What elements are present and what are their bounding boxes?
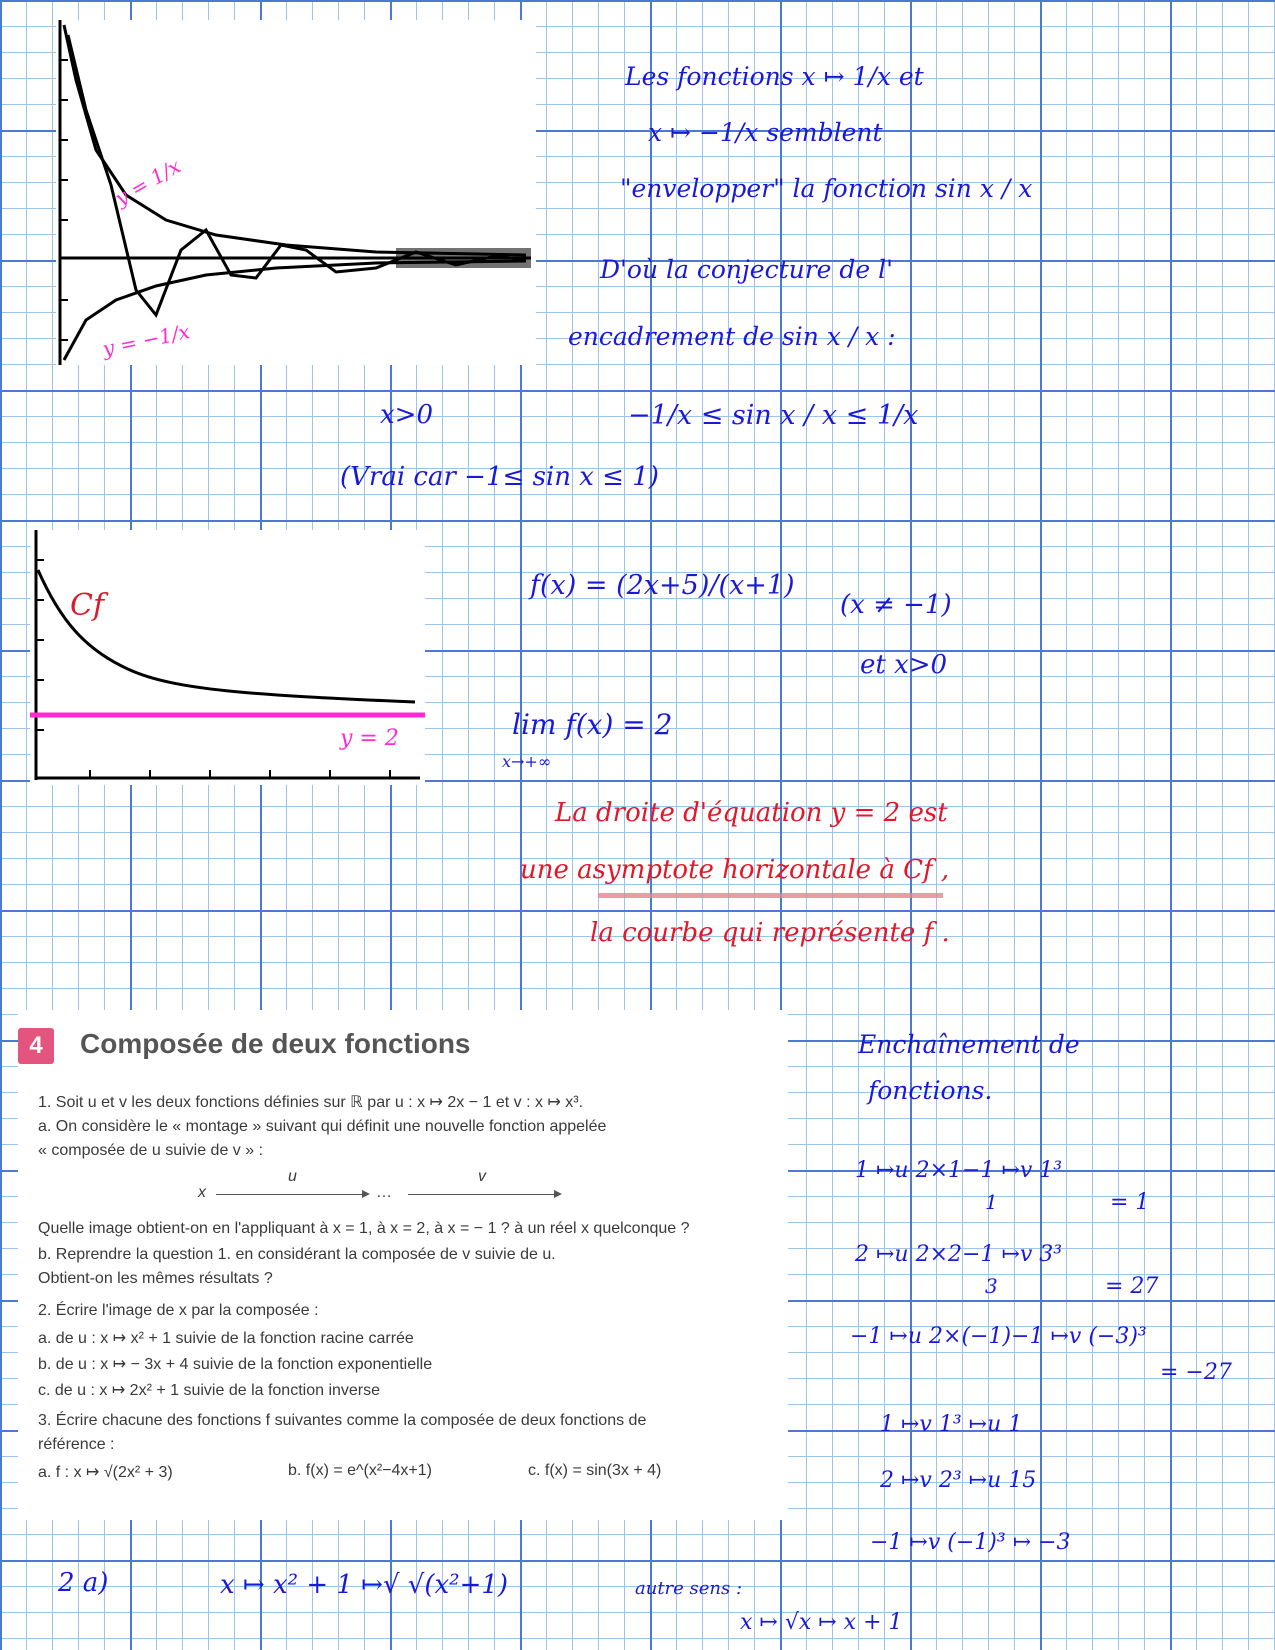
- label-cf: Cf: [70, 588, 105, 623]
- exercise-q1b-line1: b. Reprendre la question 1. en considérant la composée de v suivie de u.: [38, 1246, 556, 1263]
- note-domain-1: (x ≠ −1): [840, 590, 952, 620]
- bottom-label: 2 a): [58, 1568, 109, 1598]
- note-line-3: "envelopper" la fonction sin x / x: [620, 174, 1033, 203]
- note-red-2: une asymptote horizontale à Cf ,: [520, 855, 950, 885]
- note-f-definition: f(x) = (2x+5)/(x+1): [530, 570, 795, 601]
- diagram-arrow-v: [408, 1194, 558, 1195]
- bottom-other-direction: autre sens :: [635, 1578, 743, 1599]
- arrow-head-v: [554, 1190, 562, 1198]
- exercise-q3b: b. f(x) = e^(x²−4x+1): [288, 1462, 432, 1479]
- note-red-3: la courbe qui représente f .: [590, 918, 950, 948]
- exercise-box: [18, 1010, 788, 1520]
- exercise-q2a: a. de u : x ↦ x² + 1 suivie de la fonction racine carrée: [38, 1330, 414, 1347]
- label-y-minus-1-over-x: y = −1/x: [100, 319, 192, 361]
- exercise-q3-line2: référence :: [38, 1436, 115, 1453]
- right-row-4: 1 ↦v 1³ ↦u 1: [880, 1412, 1023, 1437]
- note-limit-sub: x→+∞: [502, 752, 552, 771]
- exercise-q1: 1. Soit u et v les deux fonctions définies sur ℝ par u : x ↦ 2x − 1 et v : x ↦ x³.: [38, 1094, 584, 1111]
- exercise-q1a-line3: Quelle image obtient-on en l'appliquant à x = 1, à x = 2, à x = − 1 ? à un réel x quelconque ?: [38, 1220, 690, 1237]
- exercise-title: Composée de deux fonctions: [80, 1028, 471, 1059]
- diagram-dots: …: [376, 1184, 392, 1201]
- exercise-q3-line1: 3. Écrire chacune des fonctions f suivantes comme la composée de deux fonctions de: [38, 1412, 647, 1429]
- highlight-underline: [598, 893, 943, 898]
- label-y-equals-2: y = 2: [340, 726, 399, 751]
- graph-sinx-over-x: [56, 20, 536, 365]
- right-row-5: 2 ↦v 2³ ↦u 15: [880, 1468, 1037, 1493]
- note-line-2: x ↦ −1/x semblent: [648, 118, 883, 147]
- right-heading-1: Enchaînement de: [858, 1030, 1080, 1059]
- note-red-1: La droite d'équation y = 2 est: [555, 798, 948, 828]
- right-row-3: −1 ↦u 2×(−1)−1 ↦v (−3)³: [850, 1324, 1147, 1349]
- montage-diagram: [198, 1168, 578, 1208]
- exercise-q2b: b. de u : x ↦ − 3x + 4 suivie de la fonction exponentielle: [38, 1356, 433, 1373]
- exercise-q2c: c. de u : x ↦ 2x² + 1 suivie de la fonction inverse: [38, 1382, 381, 1399]
- diagram-v: v: [478, 1168, 486, 1185]
- bottom-other-expression: x ↦ √x ↦ x + 1: [740, 1610, 903, 1635]
- right-row-1: 1 ↦u 2×1−1 ↦v 1³: [855, 1158, 1063, 1183]
- arrow-head-u: [362, 1190, 370, 1198]
- right-row-2-under: 3: [985, 1274, 998, 1298]
- exercise-q3c: c. f(x) = sin(3x + 4): [528, 1462, 662, 1479]
- diagram-arrow-u: [216, 1194, 366, 1195]
- right-heading-2: fonctions.: [868, 1076, 993, 1105]
- bottom-expression: x ↦ x² + 1 ↦√ √(x²+1): [220, 1570, 509, 1600]
- note-condition-x-positive: x>0: [380, 400, 433, 430]
- exercise-q1a-line1: a. On considère le « montage » suivant qui définit une nouvelle fonction appelée: [38, 1118, 607, 1135]
- note-limit: lim f(x) = 2: [512, 708, 673, 741]
- right-row-2: 2 ↦u 2×2−1 ↦v 3³: [855, 1242, 1063, 1267]
- note-line-1: Les fonctions x ↦ 1/x et: [625, 62, 924, 91]
- note-domain-2: et x>0: [860, 650, 948, 680]
- diagram-u: u: [288, 1168, 297, 1185]
- exercise-number: 4: [18, 1028, 54, 1064]
- right-row-2-eq: = 27: [1105, 1274, 1159, 1299]
- graph-f: [30, 530, 425, 785]
- note-line-4: D'où la conjecture de l': [600, 255, 894, 284]
- note-reason: (Vrai car −1≤ sin x ≤ 1): [340, 462, 659, 492]
- label-y-1-over-x: y = 1/x: [110, 153, 185, 211]
- exercise-q2: 2. Écrire l'image de x par la composée :: [38, 1302, 319, 1319]
- right-row-1-under: 1: [985, 1190, 998, 1214]
- exercise-q1b-line2: Obtient-on les mêmes résultats ?: [38, 1270, 273, 1287]
- exercise-q3a: a. f : x ↦ √(2x² + 3): [38, 1464, 173, 1481]
- note-line-5: encadrement de sin x / x :: [568, 322, 896, 351]
- right-row-3-eq: = −27: [1160, 1360, 1232, 1385]
- diagram-x: x: [198, 1184, 206, 1201]
- exercise-q1a-line2: « composée de u suivie de v » :: [38, 1142, 264, 1159]
- right-row-6: −1 ↦v (−1)³ ↦ −3: [870, 1530, 1071, 1555]
- note-inequality: −1/x ≤ sin x / x ≤ 1/x: [628, 400, 919, 431]
- right-row-1-eq: = 1: [1110, 1190, 1150, 1215]
